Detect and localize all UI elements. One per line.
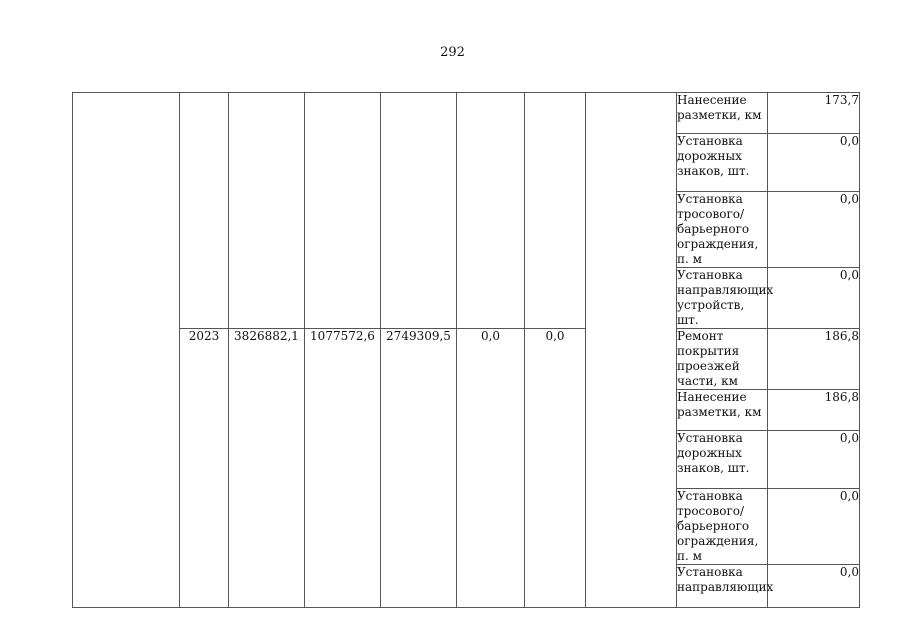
work-name: Установка дорожных знаков, шт. bbox=[677, 134, 768, 192]
work-value: 0,0 bbox=[768, 565, 860, 608]
budget-d-cell: 0,0 bbox=[525, 329, 586, 608]
work-value: 0,0 bbox=[768, 134, 860, 192]
work-value: 0,0 bbox=[768, 431, 860, 489]
work-name: Установка дорожных знаков, шт. bbox=[677, 431, 768, 489]
table-row bbox=[73, 93, 860, 134]
work-name: Установка тросового/ барьерного ограждения, п. м bbox=[677, 489, 768, 565]
budget-a-cell-prev bbox=[305, 93, 381, 329]
budget-b-cell-prev bbox=[381, 93, 457, 329]
program-table bbox=[72, 92, 860, 608]
work-name: Установка направляющих устройств, шт. bbox=[677, 268, 774, 327]
blank-cell bbox=[586, 93, 677, 608]
work-value: 0,0 bbox=[768, 268, 860, 329]
page-number: 292 bbox=[440, 45, 465, 60]
table-row bbox=[73, 329, 860, 390]
work-value: 186,8 bbox=[768, 329, 860, 390]
year-cell-prev bbox=[180, 93, 229, 329]
budget-c-cell-prev bbox=[457, 93, 525, 329]
work-name: Нанесение разметки, км bbox=[677, 93, 768, 134]
blank-cell bbox=[73, 93, 180, 608]
budget-a-cell: 1077572,6 bbox=[305, 329, 381, 608]
budget-b-cell: 2749309,5 bbox=[381, 329, 457, 608]
work-name: Нанесение разметки, км bbox=[677, 390, 768, 431]
work-value: 173,7 bbox=[768, 93, 860, 134]
year-cell: 2023 bbox=[180, 329, 229, 608]
work-value: 0,0 bbox=[768, 489, 860, 565]
work-value: 186,8 bbox=[768, 390, 860, 431]
budget-c-cell: 0,0 bbox=[457, 329, 525, 608]
total-cell-prev bbox=[229, 93, 305, 329]
work-value: 0,0 bbox=[768, 192, 860, 268]
total-cell: 3826882,1 bbox=[229, 329, 305, 608]
work-name: Ремонт покрытия проезжей части, км bbox=[677, 329, 768, 390]
budget-d-cell-prev bbox=[525, 93, 586, 329]
work-name: Установка тросового/ барьерного ограждения, п. м bbox=[677, 192, 768, 268]
work-name: Установка направляющих bbox=[677, 565, 768, 608]
